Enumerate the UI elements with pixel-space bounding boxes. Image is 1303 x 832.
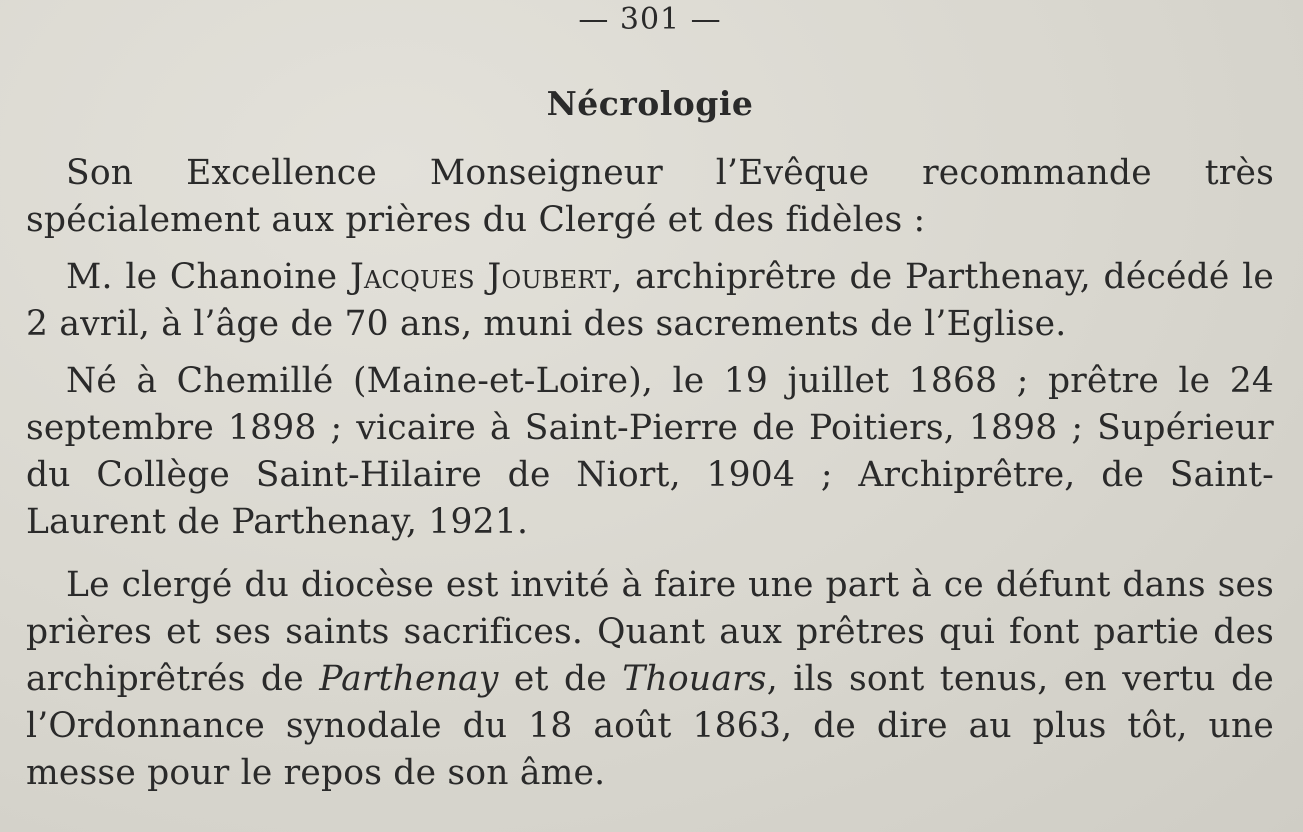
deceased-details: , archiprêtre de Parthenay, décédé le 2 avril, à l’âge de 70 ans, muni des sacrements de l’Eglise. [26,257,1274,344]
place-thouars: Thouars [622,659,767,699]
deceased-name: Jacques Joubert [349,257,612,297]
deceased-paragraph [26,254,1274,348]
page-number: — 301 — [578,2,722,37]
request-paragraph [26,562,1274,797]
place-parthenay: Parthenay [319,659,499,699]
deceased-prefix: M. le Chanoine [66,257,350,297]
request-text-1: Le clergé du diocèse est invité à faire une part à ce défunt dans ses prières et ses saints sacrifices. Quant aux prêtres qui font partie des archiprêtrés de [26,565,1274,699]
section-title: Nécrologie [546,84,754,123]
biography-paragraph: Né à Chemillé (Maine-et-Loire), le 19 juillet 1868 ; prêtre le 24 septembre 1898 ; vicaire à Saint-Pierre de Poitiers, 1898 ; Supérieur du Collège Saint-Hilaire de Niort, 1904 ; Archiprêtre, de Saint-Laurent de Parthenay, 1921. [26,361,1274,542]
document-page [26,0,1274,832]
request-text-2: et de [498,659,623,699]
obituary-text [26,150,1274,797]
intro-paragraph: Son Excellence Monseigneur l’Evêque recommande très spécialement aux prières du Clergé et des fidèles : [26,153,1274,240]
request-text-3: , ils sont tenus, en vertu de l’Ordonnance synodale du 18 août 1863, de dire au plus tôt, une messe pour le repos de son âme. [26,659,1274,793]
